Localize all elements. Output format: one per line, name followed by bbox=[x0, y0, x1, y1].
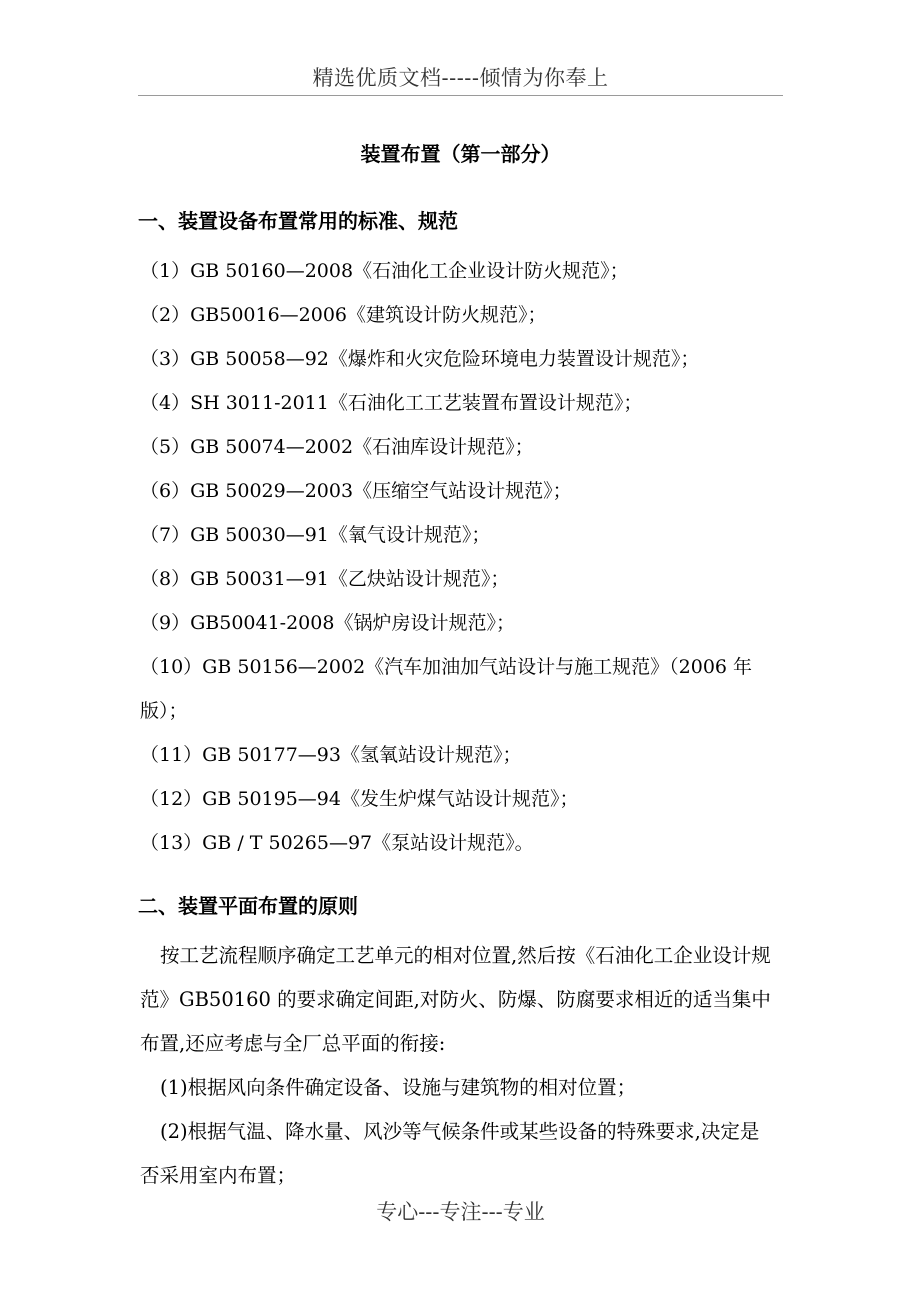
standard-item-continuation: 版）； bbox=[140, 700, 188, 722]
principles-intro-line: 范》GB50160 的要求确定间距,对防火、防爆、防腐要求相近的适当集中 bbox=[140, 988, 771, 1011]
standard-item: （5）GB 50074—2002《石油库设计规范》； bbox=[140, 436, 534, 458]
standard-item: （12）GB 50195—94《发生炉煤气站设计规范》； bbox=[140, 788, 579, 810]
standard-item: （7）GB 50030—91《氧气设计规范》； bbox=[140, 524, 491, 546]
standard-item: （13）GB / T 50265—97《泵站设计规范》。 bbox=[140, 832, 534, 854]
standard-item: （1）GB 50160—2008《石油化工企业设计防火规范》； bbox=[140, 260, 629, 282]
standard-item: （3）GB 50058—92《爆炸和火灾危险环境电力装置设计规范》； bbox=[140, 348, 700, 370]
principles-intro-line: 布置,还应考虑与全厂总平面的衔接: bbox=[140, 1032, 446, 1055]
standard-item: （11）GB 50177—93《氢氧站设计规范》； bbox=[140, 744, 522, 766]
standard-item: （9）GB50041-2008《锅炉房设计规范》； bbox=[140, 612, 515, 634]
standard-item: （4）SH 3011-2011《石油化工工艺装置布置设计规范》； bbox=[140, 392, 643, 414]
standard-item: （6）GB 50029—2003《压缩空气站设计规范》； bbox=[140, 480, 572, 502]
section-heading-standards: 一、装置设备布置常用的标准、规范 bbox=[138, 209, 458, 233]
principles-intro-line: 按工艺流程顺序确定工艺单元的相对位置,然后按《石油化工企业设计规 bbox=[160, 944, 771, 967]
standard-item: （2）GB50016—2006《建筑设计防火规范》； bbox=[140, 304, 547, 326]
document-title: 装置布置（第一部分） bbox=[360, 142, 561, 166]
page-header: 精选优质文档-----倾情为你奉上 bbox=[312, 66, 609, 90]
header-rule bbox=[138, 95, 783, 96]
page-footer: 专心---专注---专业 bbox=[376, 1200, 545, 1224]
standard-item: （10）GB 50156—2002《汽车加油加气站设计与施工规范》（2006 年 bbox=[140, 656, 753, 678]
principle-point: (1)根据风向条件确定设备、设施与建筑物的相对位置； bbox=[160, 1076, 637, 1099]
principle-point-continuation: 否采用室内布置； bbox=[140, 1164, 297, 1187]
standard-item: （8）GB 50031—91《乙炔站设计规范》； bbox=[140, 568, 510, 590]
principle-point: (2)根据气温、降水量、风沙等气候条件或某些设备的特殊要求,决定是 bbox=[160, 1120, 760, 1143]
section-heading-principles: 二、装置平面布置的原则 bbox=[138, 894, 358, 918]
